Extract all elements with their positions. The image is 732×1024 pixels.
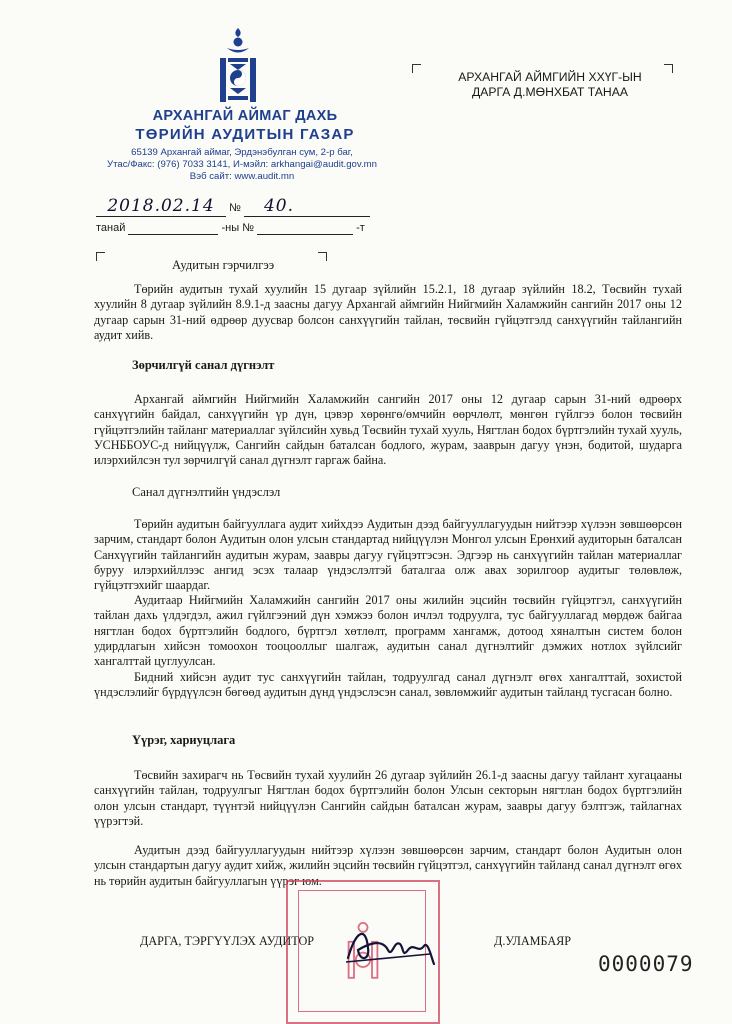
section-heading-basis: Санал дүгнэлтийн үндэслэл — [132, 485, 281, 499]
handwritten-signature — [338, 920, 438, 970]
opinion-paragraph: Архангай аймгийн Нийгмийн Халамжийн сангийн 2017 оны 12 дугаар сарын 31-ний өдрөөрх санхүүгийн байдал, санхүүгийн үр дүн, цэвэр хөрөнгө/өмчийн өөрчлөлт, мөнгөн гүйлгээ болон төсвийн гүйцэтгэлийн тайланг материаллаг зүйлсийн хувьд Төсвийн тухай хууль, Нягтлан бодох бүртгэлийн тухай хууль, УСНББОУС-д нийцүүлж, Сангийн сайдын баталсан бодлого, журам, зааврын дагуу үнэн, бодитой, шударга илэрхийлсэн тул зөрчилгүй санал дүгнэлт гаргаж байна. — [94, 392, 682, 468]
handwritten-number: 40. — [244, 196, 370, 217]
section-heading-opinion: Зөрчилгүй санал дүгнэлт — [132, 358, 275, 372]
org-address: 65139 Архангай аймаг, Эрдэнэбулган сум, 2-р баг, — [131, 147, 353, 158]
ref-blank-2 — [257, 222, 353, 235]
document-title: Аудитын гэрчилгээ — [172, 258, 275, 272]
ref-blank-1 — [128, 222, 218, 235]
basis-paragraph-1: Төрийн аудитын байгууллага аудит хийхдээ Аудитын дээд байгууллагуудын нийтээр хүлээн зөвшөөрсөн зарчим, стандарт болон Аудитын олон улсын стандартад нийцүүлэн Монгол улсын Ерөнхий аудиторын баталсан Санхүүгийн тайлангийн аудитын журам, заавры дагуу гүйцэтгэсэн. Эдгээр нь санхүүгийн тайлан материаллаг буруу илэрхийллээс ангид эсэх талаар үндэслэлтэй баталгаа олж авах зорилгоор аудитыг төлөвлөж, гүйцэтгэхийг шаардаг. — [94, 517, 682, 593]
basis-paragraph-2: Аудитаар Нийгмийн Халамжийн сангийн 2017 оны жилийн эцсийн төсвийн гүйцэтгэл, санхүүгийн тайлан дахь үлдэгдэл, ажил гүйлгээний дүн хэмжээ болон ичлэл тодруулга, тус байгууллагад мөрдөж байгаа нягтлан бодох бүртгэлийн бодлого, бүртгэл хөтлөлт, программ хангамж, дотоод хяналтын систем болон удирдлагын хийсэн томоохон тооцооллыг шалгаж, аудитын санал дүгнэлтийг дэмжих нотлох зүйлсийг хангалттай цуглуулсан. — [94, 593, 682, 669]
corner-mark-subject-left — [96, 252, 105, 261]
ref-t: -т — [356, 222, 365, 234]
org-website: Вэб сайт: www.audit.mn — [189, 171, 295, 182]
soyombo-emblem-icon — [208, 26, 268, 106]
responsibility-paragraph-2: Аудитын дээд байгууллагуудын нийтээр хүлээн зөвшөөрсөн зарчим, стандарт болон Аудитын олон улсын стандартын дагуу аудит хийж, жилийн эцсийн төсвийн гүйцэтгэл, санхүүгийн тайланд санал дүгнэлт өгөх нь төрийн аудитын байгууллагын үүрэг юм. — [94, 843, 682, 888]
signatory-name: Д.УЛАМБАЯР — [494, 934, 572, 948]
serial-number: 0000079 — [598, 952, 694, 976]
recipient-line2: ДАРГА Д.МӨНХБАТ ТАНАА — [472, 85, 628, 99]
org-name-line1: АРХАНГАЙ АЙМАГ ДАХЬ — [152, 108, 338, 124]
corner-mark-subject-right — [318, 252, 327, 261]
recipient-line1: АРХАНГАЙ АЙМГИЙН ХХҮГ-ЫН — [458, 70, 642, 84]
section-heading-responsibility: Үүрэг, хариуцлага — [132, 733, 236, 747]
signatory-role: ДАРГА, ТЭРГҮҮЛЭХ АУДИТОР — [140, 934, 315, 948]
recipient-block — [430, 70, 670, 100]
reference-line — [96, 222, 365, 235]
org-name-line2: ТӨРИЙН АУДИТЫН ГАЗАР — [135, 126, 355, 143]
org-contact: Утас/Факс: (976) 7033 3141, И-мэйл: arkhangai@audit.gov.mn — [107, 159, 377, 170]
handwritten-date: 2018.02.14 — [96, 196, 226, 217]
corner-mark-top-left — [412, 64, 421, 73]
number-symbol: № — [229, 202, 241, 214]
intro-paragraph: Төрийн аудитын тухай хуулийн 15 дугаар зүйлийн 15.2.1, 18 дугаар зүйлийн 18.2, Төсвийн тухай хуулийн 8 дугаар зүйлийн 8.9.1-д заасны дагуу Архангай аймгийн Нийгмийн Халамжийн сангийн 2017 оны 12 дугаар сарын 31-ний өдрөөр дуусвар болсон санхүүгийн тайлан, төсвийн гүйцэтгэлд санхүүгийн тайлангийн аудит хийв. — [94, 282, 682, 342]
ref-ny-no: -ны № — [221, 222, 255, 234]
ref-tanai: танай — [96, 222, 126, 234]
responsibility-paragraph-1: Төсвийн захирагч нь Төсвийн тухай хуулийн 26 дугаар зүйлийн 26.1-д заасны дагуу тайлант хугацааны санхүүгийн тайлан, тодруулгыг Нягтлан бодох бүртгэлийн болон Улсын секторын нягтлан бодох бүртгэлийн олон улсын стандарт, түүнтэй нийцүүлэн Сангийн сайдын баталсан журам, заавры дагуу бэлтгэж, тайлагнах үүрэгтэй. — [94, 768, 682, 828]
date-number-line — [96, 196, 370, 217]
basis-paragraph-3: Бидний хийсэн аудит тус санхүүгийн тайлан, тодруулгад санал дүгнэлт өгөх хангалттай, зохистой үндэслэлийг бүрдүүлсэн бөгөөд аудитын дүнд үндэслэсэн санал, зөвлөмжийг аудитын тайланд тусгасан болно. — [94, 670, 682, 700]
